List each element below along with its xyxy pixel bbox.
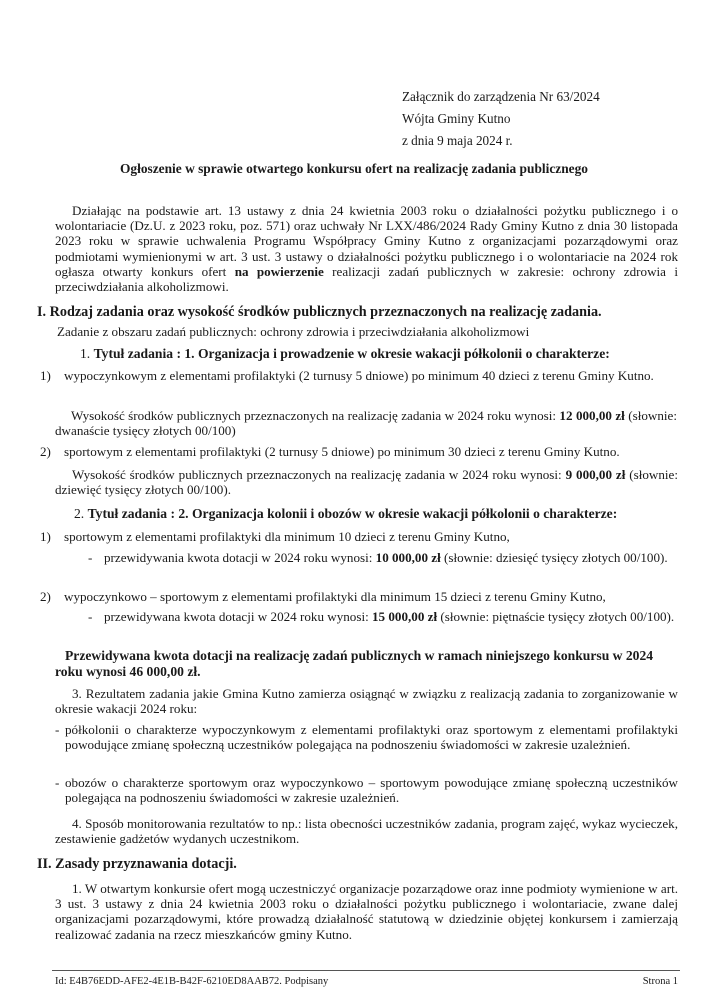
- task-1-number: 1.: [80, 346, 91, 361]
- point-3-results: 3. Rezultatem zadania jakie Gmina Kutno zamierza osiągnąć w związku z realizacją zadania to zorganizowanie w okresie wakacji 2024 roku:: [55, 686, 678, 717]
- section-1-heading: I. Rodzaj zadania oraz wysokość środków publicznych przeznaczonych na realizację zadania.: [37, 304, 602, 320]
- annex-line-3: z dnia 9 maja 2024 r.: [402, 133, 513, 148]
- grant-amount: 15 000,00 zł: [372, 609, 438, 624]
- footer-document-id: Id: E4B76EDD-AFE2-4E1B-B42F-6210ED8AAB72. Podpisany: [55, 976, 329, 987]
- dash-marker: -: [88, 609, 93, 624]
- item-text: wypoczynkowo – sportowym z elementami profilaktyki dla minimum 15 dzieci z terenu Gminy Kutno,: [64, 589, 606, 604]
- annex-line-1: Załącznik do zarządzenia Nr 63/2024: [402, 89, 600, 104]
- dash-marker: -: [55, 722, 60, 737]
- dash-marker: -: [88, 550, 93, 565]
- footer-page-number: Strona 1: [642, 976, 678, 987]
- task-1-item-2-funding: [55, 467, 678, 497]
- result-bullet-2: [55, 775, 678, 805]
- task-2-title-text: Tytuł zadania : 2. Organizacja kolonii i obozów w okresie wakacji półkolonii o charakterze:: [87, 506, 618, 521]
- item-number: 1): [40, 368, 51, 383]
- dash-marker: -: [55, 775, 60, 790]
- point-4-monitoring: 4. Sposób monitorowania rezultatów to np.: lista obecności uczestników zadania, program zajęć, wykaz wycieczek, zestawienie gadżetów wydanych uczestnikom.: [55, 816, 678, 847]
- total-grant-amount: Przewidywana kwota dotacji na realizację zadań publicznych w ramach niniejszego konkursu w 2024 roku wynosi 46 000,00 zł.: [55, 648, 654, 679]
- intro-paragraph: [55, 203, 678, 294]
- task-2-item-1: [40, 529, 678, 544]
- grant-text: [104, 609, 678, 624]
- task-2-item-2-grant: [88, 609, 678, 624]
- grant-amount: 10 000,00 zł: [375, 550, 441, 565]
- task-1-title-text: Tytuł zadania : 1. Organizacja i prowadzenie w okresie wakacji półkolonii o charakterze:: [93, 346, 610, 361]
- task-2-item-1-grant: [88, 550, 678, 565]
- funding-words: (słownie: dziewięć tysięcy złotych 00/100).: [55, 467, 678, 498]
- item-number: 2): [40, 589, 51, 604]
- funding-words: (słownie: dwanaście tysięcy złotych 00/100): [55, 408, 677, 439]
- funding-amount: 9 000,00 zł: [565, 467, 626, 482]
- grant-label: przewidywana kwota dotacji w 2024 roku wynosi:: [104, 609, 372, 624]
- grant-words: (słownie: piętnaście tysięcy złotych 00/100).: [437, 609, 675, 624]
- item-text: sportowym z elementami profilaktyki dla minimum 10 dzieci z terenu Gminy Kutno,: [64, 529, 510, 544]
- intro-text: Działając na podstawie art. 13 ustawy z dnia 24 kwietnia 2003 roku o działalności pożytku publicznego i o wolontariacie (Dz.U. z 2023 roku, poz. 571) oraz uchwały Nr LXX/486/2024 Rady Gminy Kutno z dnia 30 listopada 2023 roku w sprawie uchwalenia Programu Współpracy Gminy Kutno z organizacjami pozarządowymi oraz podmiotami wymienionymi w art. 3 ust. 3 ustawy o działalności pożytku publicznego i o wolontariacie na 2024 rok ogłasza otwarty konkurs ofert: [55, 203, 678, 279]
- document-title: Ogłoszenie w sprawie otwartego konkursu ofert na realizację zadania publicznego: [119, 161, 588, 176]
- item-text: sportowym z elementami profilaktyki (2 turnusy 5 dniowe) po minimum 30 dzieci z terenu Gminy Kutno.: [64, 444, 620, 459]
- task-1-item-1: [40, 368, 678, 383]
- item-text: wypoczynkowym z elementami profilaktyki (2 turnusy 5 dniowe) po minimum 40 dzieci z terenu Gminy Kutno.: [64, 368, 654, 383]
- task-2-title: [74, 506, 617, 522]
- bullet-text: obozów o charakterze sportowym oraz wypoczynkowo – sportowym powodujące zmianę społeczną uczestników polegająca na podnoszeniu świadomości w zakresie uzależnień.: [65, 775, 678, 806]
- grant-label: przewidywania kwota dotacji w 2024 roku wynosi:: [104, 550, 376, 565]
- task-1-item-1-funding: [55, 408, 677, 438]
- intro-text-end: realizacji zadań publicznych w zakresie: ochrony zdrowia i przeciwdziałania alkoholizmowi.: [55, 263, 678, 295]
- bullet-text: półkolonii o charakterze wypoczynkowym z elementami profilaktyki oraz sportowym z elementami profilaktyki powodujące zmianę społeczną uczestników polegająca na podnoszeniu świadomości w zakresie uzależnień.: [65, 722, 678, 753]
- item-number: 1): [40, 529, 51, 544]
- grant-words: (słownie: dziesięć tysięcy złotych 00/100).: [440, 550, 668, 565]
- task-2-number: 2.: [74, 506, 85, 521]
- footer-divider: [52, 970, 680, 971]
- item-number: 2): [40, 444, 51, 459]
- result-bullet-1: [55, 722, 678, 752]
- task-2-item-2: [40, 589, 678, 604]
- task-1-title: [80, 346, 610, 362]
- annex-line-2: Wójta Gminy Kutno: [402, 111, 511, 126]
- grant-text: [104, 550, 678, 565]
- funding-amount: 12 000,00 zł: [559, 408, 625, 423]
- task-1-item-2: [40, 444, 678, 459]
- annex-header: [402, 86, 600, 152]
- section-2-point-1: 1. W otwartym konkursie ofert mogą uczestniczyć organizacje pozarządowe oraz inne podmioty wymienione w art. 3 ust. 3 ustawy z dnia 24 kwietnia 2003 roku o działalności pożytku publicznego i wolontariacie, zwane dalej organizacjami pozarządowymi, które prowadzą działalność statutową w dziedzinie objętej konkursem i zamierzają realizować zadania na rzecz mieszkańców gminy Kutno.: [55, 881, 678, 942]
- task-area: Zadanie z obszaru zadań publicznych: ochrony zdrowia i przeciwdziałania alkoholizmowi: [57, 324, 530, 339]
- section-2-heading: II. Zasady przyznawania dotacji.: [37, 856, 237, 872]
- intro-bold: na powierzenie: [234, 263, 324, 279]
- funding-text: Wysokość środków publicznych przeznaczonych na realizację zadania w 2024 roku wynosi:: [72, 467, 566, 482]
- funding-text: Wysokość środków publicznych przeznaczonych na realizację zadania w 2024 roku wynosi:: [71, 408, 560, 423]
